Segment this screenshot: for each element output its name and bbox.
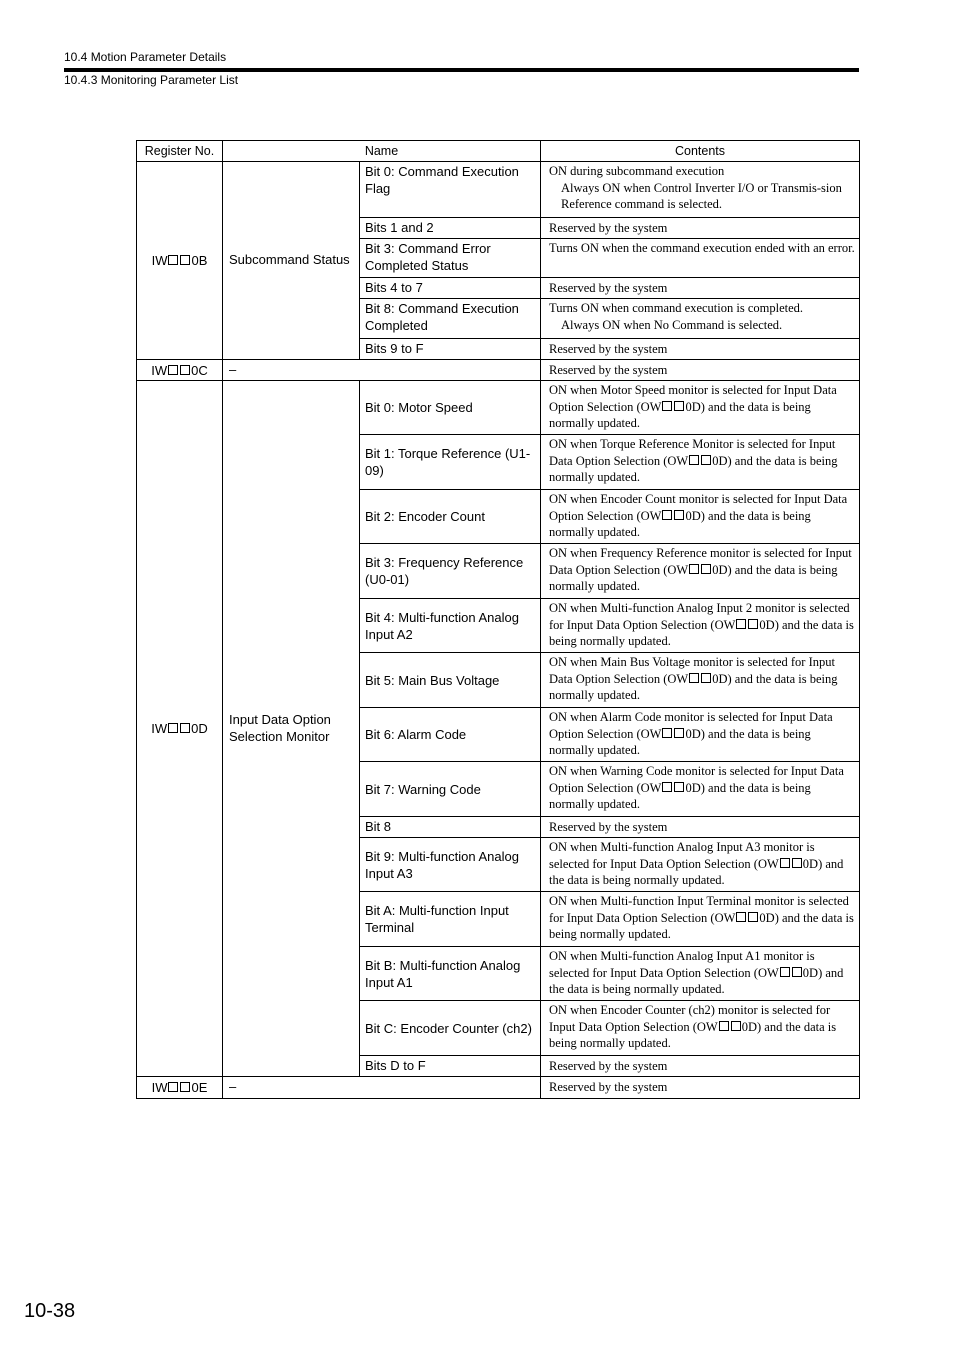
contents-text: 0D) and the data is being normally updated. (549, 910, 854, 942)
contents-text: 0D) and the data is being normally updated. (549, 780, 811, 812)
placeholder-box-icon (662, 782, 672, 792)
placeholder-box-icon (736, 619, 746, 629)
placeholder-box-icon (674, 728, 684, 738)
monitoring-parameter-table (136, 140, 860, 1099)
register-cell (137, 1077, 223, 1099)
bit-name: Bits 4 to 7 (360, 278, 541, 299)
register-cell (137, 162, 223, 360)
contents-text: ON when Multi-function Analog Input A3 monitor is selected for Input Data Option Selection (OW (549, 840, 815, 871)
placeholder-box-icon (719, 1021, 729, 1031)
contents-note: Always ON when No Command is selected. (561, 317, 783, 332)
bit-name: Bit 3: Command Error Completed Status (360, 239, 541, 278)
name-header: Name (223, 141, 541, 162)
bit-name: Bit 6: Alarm Code (360, 708, 541, 762)
bit-contents (541, 653, 860, 708)
bit-name: Bit B: Multi-function Analog Input A1 (360, 947, 541, 1001)
bit-contents (541, 947, 860, 1001)
placeholder-box-icon (689, 564, 699, 574)
placeholder-box-icon (168, 365, 178, 375)
subsection-heading: 10.4.3 Monitoring Parameter List (64, 73, 239, 87)
contents-text: ON when Warning Code monitor is selected for Input Data Option Selection (OW (549, 764, 844, 795)
contents-header: Contents (541, 141, 860, 162)
placeholder-box-icon (662, 728, 672, 738)
page-number: 10-38 (24, 1300, 76, 1322)
contents-text: 0D) and the data is being normally updated. (549, 562, 838, 594)
bit-contents (541, 435, 860, 490)
register-suffix: 0C (191, 362, 208, 378)
bit-name: Bit 9: Multi-function Analog Input A3 (360, 838, 541, 892)
register-cell (137, 381, 223, 1077)
register-prefix: IW (151, 253, 168, 268)
contents-text: ON when Multi-function Analog Input A1 monitor is selected for Input Data Option Selection (OW (549, 949, 815, 980)
register-name: – (223, 1077, 541, 1099)
table-row (137, 1077, 860, 1099)
register-prefix: IW (151, 1080, 168, 1095)
bit-name: Bits 1 and 2 (360, 218, 541, 239)
bit-contents: Reserved by the system (541, 218, 860, 239)
bit-name: Bit 5: Main Bus Voltage (360, 653, 541, 708)
register-name: Input Data Option Selection Monitor (223, 381, 360, 1077)
bit-name: Bit 7: Warning Code (360, 762, 541, 817)
register-contents: Reserved by the system (541, 1077, 860, 1099)
placeholder-box-icon (180, 1082, 190, 1092)
placeholder-box-icon (701, 564, 711, 574)
contents-text: 0D) and the data is being normally updated. (549, 726, 811, 758)
contents-text: 0D) and the data is being normally updated. (549, 856, 844, 888)
placeholder-box-icon (780, 858, 790, 868)
placeholder-box-icon (168, 723, 178, 733)
register-contents: Reserved by the system (541, 360, 860, 381)
section-heading: 10.4 Motion Parameter Details (64, 50, 227, 64)
contents-text: ON when Multi-function Input Terminal monitor is selected for Input Data Option Selection (OW (549, 894, 849, 925)
bit-contents (541, 892, 860, 947)
bit-contents (541, 544, 860, 599)
contents-text: ON when Alarm Code monitor is selected for Input Data Option Selection (OW (549, 710, 833, 741)
bit-contents: Reserved by the system (541, 1056, 860, 1077)
placeholder-box-icon (662, 510, 672, 520)
placeholder-box-icon (748, 619, 758, 629)
bit-name: Bit A: Multi-function Input Terminal (360, 892, 541, 947)
placeholder-box-icon (168, 255, 178, 265)
bit-contents: Turns ON when the command execution ended with an error. (541, 239, 860, 278)
contents-text: ON when Motor Speed monitor is selected for Input Data Option Selection (OW (549, 383, 837, 414)
register-name: – (223, 360, 541, 381)
contents-text: ON when Encoder Count monitor is selected for Input Data Option Selection (OW (549, 492, 848, 523)
table-row (137, 360, 860, 381)
placeholder-box-icon (674, 401, 684, 411)
bit-contents (541, 162, 860, 218)
register-prefix: IW (151, 362, 168, 378)
bit-name: Bit 2: Encoder Count (360, 490, 541, 544)
placeholder-box-icon (662, 401, 672, 411)
placeholder-box-icon (689, 455, 699, 465)
bit-name: Bit 3: Frequency Reference (U0-01) (360, 544, 541, 599)
bit-name: Bit 8 (360, 817, 541, 838)
bit-name: Bit 4: Multi-function Analog Input A2 (360, 599, 541, 653)
table-row (137, 381, 860, 435)
bit-contents (541, 1001, 860, 1056)
bit-name: Bit 0: Motor Speed (360, 381, 541, 435)
placeholder-box-icon (168, 1082, 178, 1092)
placeholder-box-icon (674, 782, 684, 792)
placeholder-box-icon (674, 510, 684, 520)
register-name: Subcommand Status (223, 162, 360, 360)
placeholder-box-icon (792, 967, 802, 977)
bit-contents: Reserved by the system (541, 817, 860, 838)
register-suffix: 0E (191, 1080, 208, 1095)
register-cell (137, 360, 223, 381)
bit-name: Bit C: Encoder Counter (ch2) (360, 1001, 541, 1056)
contents-note: Always ON when Control Inverter I/O or Transmis-sion Reference command is selected. (561, 180, 842, 212)
register-suffix: 0D (191, 721, 208, 736)
header-rule (64, 68, 859, 72)
contents-text: ON when Torque Reference Monitor is selected for Input Data Option Selection (OW (549, 437, 836, 468)
bit-contents (541, 299, 860, 339)
bit-contents: Reserved by the system (541, 278, 860, 299)
bit-name: Bit 0: Command Execution Flag (360, 162, 541, 218)
contents-text: ON when Frequency Reference monitor is selected for Input Data Option Selection (OW (549, 546, 852, 577)
placeholder-box-icon (780, 967, 790, 977)
table-row (137, 162, 860, 218)
contents-text: 0D) and the data is being normally updated. (549, 617, 854, 649)
placeholder-box-icon (731, 1021, 741, 1031)
placeholder-box-icon (701, 673, 711, 683)
placeholder-box-icon (748, 912, 758, 922)
register-header: Register No. (137, 141, 223, 162)
placeholder-box-icon (792, 858, 802, 868)
contents-text: 0D) and the data is being normally updated. (549, 965, 844, 997)
contents-text: ON during subcommand execution (549, 164, 725, 178)
bit-name: Bit 1: Torque Reference (U1-09) (360, 435, 541, 490)
contents-text: ON when Multi-function Analog Input 2 monitor is selected for Input Data Option Selection (OW (549, 601, 850, 632)
contents-text: ON when Main Bus Voltage monitor is selected for Input Data Option Selection (OW (549, 655, 835, 686)
placeholder-box-icon (180, 723, 190, 733)
bit-contents (541, 381, 860, 435)
placeholder-box-icon (689, 673, 699, 683)
bit-contents (541, 762, 860, 817)
bit-contents: Reserved by the system (541, 339, 860, 360)
contents-text: 0D) and the data is being normally updated. (549, 453, 838, 485)
placeholder-box-icon (701, 455, 711, 465)
bit-name: Bits D to F (360, 1056, 541, 1077)
bit-name: Bits 9 to F (360, 339, 541, 360)
bit-contents (541, 838, 860, 892)
bit-contents (541, 490, 860, 544)
register-prefix: IW (151, 721, 168, 736)
bit-contents (541, 599, 860, 653)
contents-text: 0D) and the data is being normally updated. (549, 399, 811, 431)
contents-text: 0D) and the data is being normally updated. (549, 671, 838, 703)
contents-text: Turns ON when command execution is completed. (549, 301, 804, 315)
placeholder-box-icon (736, 912, 746, 922)
placeholder-box-icon (180, 255, 190, 265)
contents-text: 0D) and the data is being normally updated. (549, 508, 811, 540)
bit-name: Bit 8: Command Execution Completed (360, 299, 541, 339)
placeholder-box-icon (180, 365, 190, 375)
register-suffix: 0B (191, 253, 208, 268)
table-header-row (137, 141, 860, 162)
bit-contents (541, 708, 860, 762)
contents-text: 0D) and the data is being normally updated. (549, 1019, 837, 1051)
contents-text: ON when Encoder Counter (ch2) monitor is selected for Input Data Option Selection (OW (549, 1003, 831, 1034)
